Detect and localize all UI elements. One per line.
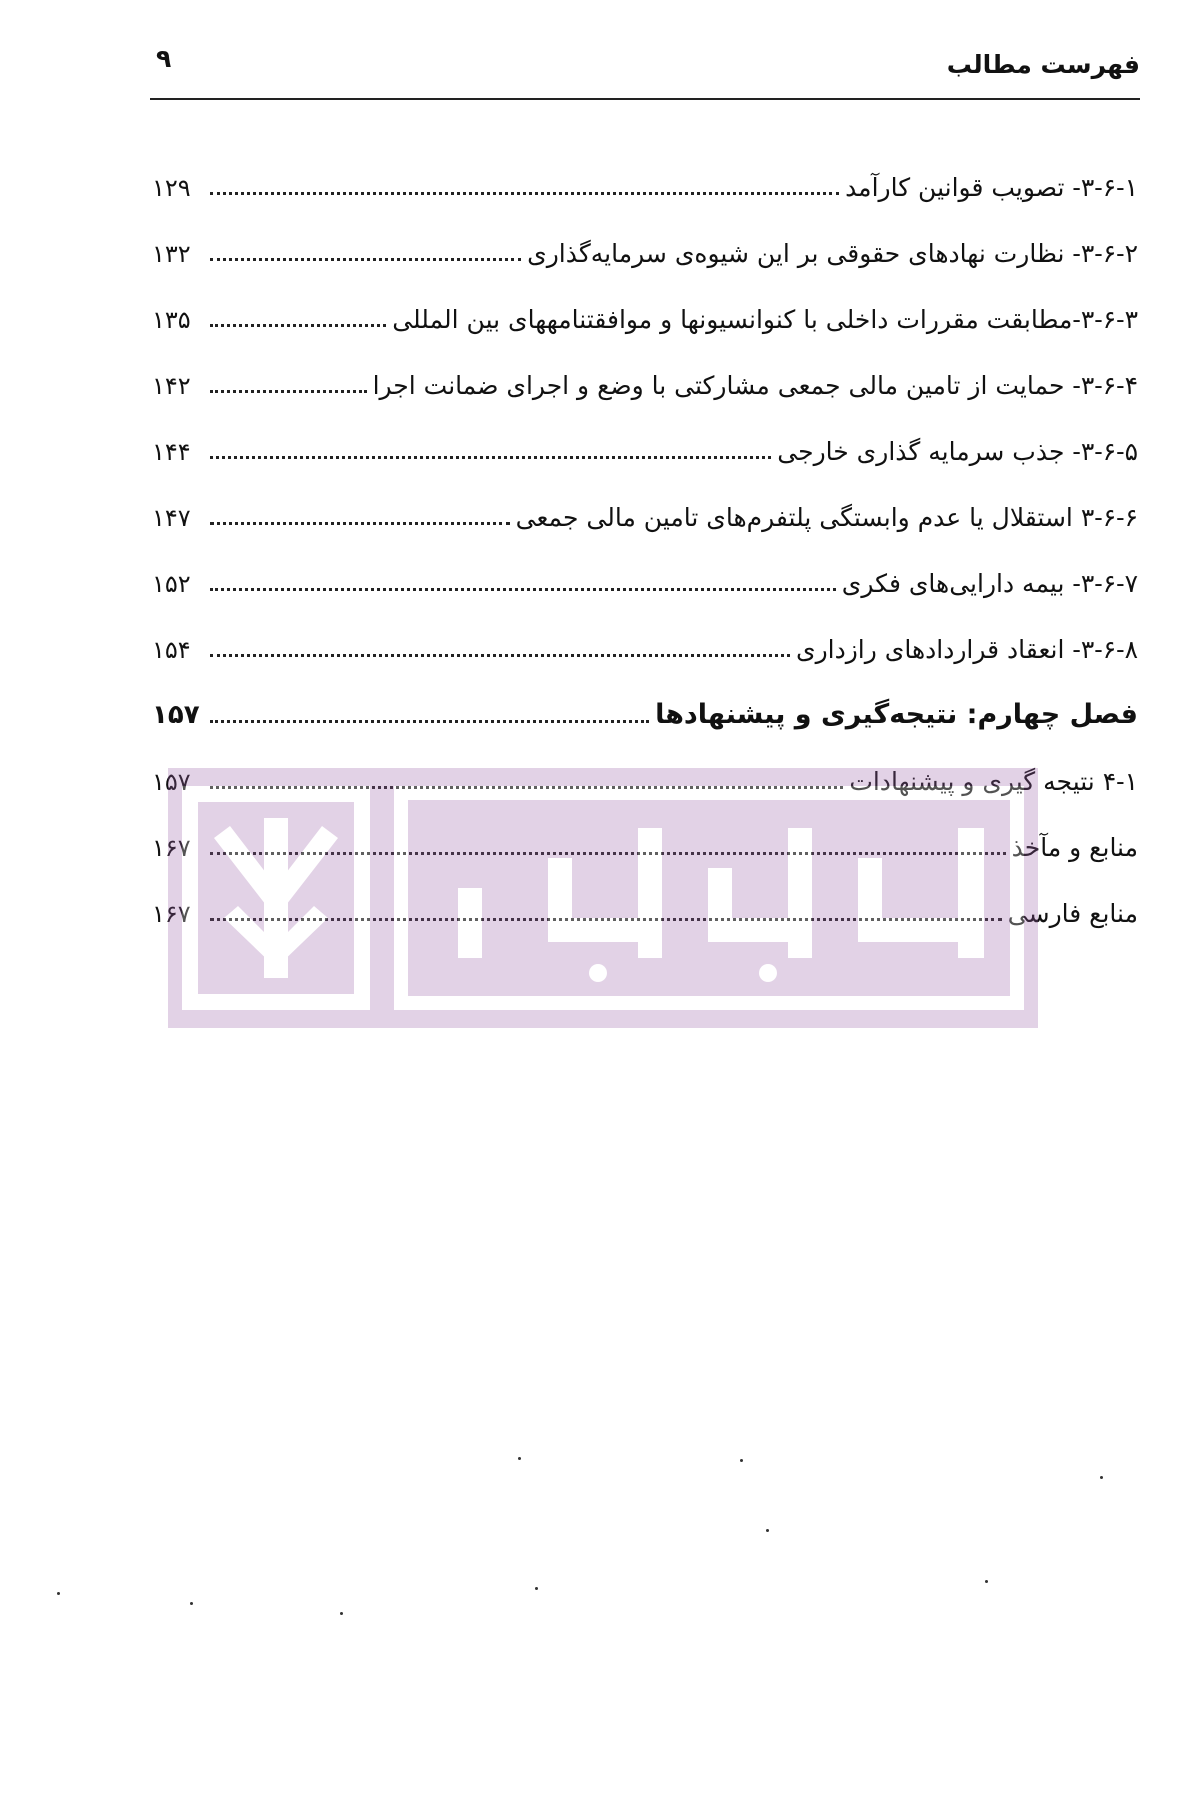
toc-row	[152, 804, 1138, 870]
dot-leader	[210, 852, 1006, 855]
dot-leader	[210, 720, 649, 723]
toc-row	[152, 144, 1138, 210]
toc-entry-title: ۳-۶-۲- نظارت نهادهای حقوقی بر این شیوه‌ی سرمایه‌گذاری	[527, 239, 1138, 268]
page-header	[150, 40, 1140, 100]
dot-leader	[210, 456, 771, 459]
toc-entry-page: ۱۵۷	[152, 768, 191, 796]
page-title: فهرست مطالب	[946, 50, 1140, 79]
toc-entry-title: ۴-۱ نتیجه گیری و پیشنهادات	[849, 767, 1138, 796]
dot-leader	[210, 786, 843, 789]
toc-entry-title: ۳-۶-۴- حمایت از تامین مالی جمعی مشارکتی با وضع و اجرای ضمانت اجرا	[372, 371, 1138, 400]
scan-speck	[190, 1602, 193, 1605]
toc-row	[152, 474, 1138, 540]
toc-entry-page: ۱۲۹	[152, 174, 191, 202]
scan-speck	[57, 1592, 60, 1595]
toc-entry-title: ۳-۶-۶ استقلال یا عدم وابستگی پلتفرم‌های تامین مالی جمعی	[515, 503, 1138, 532]
toc-row	[152, 870, 1138, 936]
toc-entry-title: منابع و مآخذ	[1011, 833, 1138, 862]
toc-entry-page: ۱۴۷	[152, 504, 191, 532]
toc-entry-title: ۳-۶-۱- تصویب قوانین کارآمد	[845, 173, 1138, 202]
toc-entry-page: ۱۵۲	[152, 570, 191, 598]
toc-entry-title: ۳-۶-۸- انعقاد قراردادهای رازداری	[796, 635, 1138, 664]
toc-entry-page: ۱۳۲	[152, 240, 191, 268]
dot-leader	[210, 522, 510, 525]
toc-entry-page: ۱۶۷	[152, 900, 191, 928]
toc-row	[152, 606, 1138, 672]
scan-speck	[1100, 1476, 1103, 1479]
scan-speck	[740, 1459, 743, 1462]
dot-leader	[210, 918, 1002, 921]
scan-speck	[535, 1587, 538, 1590]
dot-leader	[210, 654, 790, 657]
scan-speck	[985, 1580, 988, 1583]
scan-speck	[518, 1457, 521, 1460]
toc-entry-title: ۳-۶-۳-مطابقت مقررات داخلی با کنوانسیونها و موافقتنامههای بین المللی	[392, 305, 1138, 334]
toc-entry-title: ۳-۶-۷- بیمه دارایی‌های فکری	[841, 569, 1138, 598]
dot-leader	[210, 390, 367, 393]
toc-row	[152, 342, 1138, 408]
toc-row	[152, 408, 1138, 474]
dot-leader	[210, 258, 521, 261]
table-of-contents	[152, 144, 1138, 936]
dot-leader	[210, 192, 839, 195]
toc-row	[152, 738, 1138, 804]
dot-leader	[210, 324, 386, 327]
page-number: ۹	[156, 44, 172, 73]
toc-entry-page: ۱۴۴	[152, 438, 191, 466]
toc-entry-page: ۱۵۴	[152, 636, 191, 664]
scan-speck	[340, 1612, 343, 1615]
toc-row	[152, 540, 1138, 606]
toc-row	[152, 276, 1138, 342]
toc-entry-page: ۱۴۲	[152, 372, 191, 400]
toc-entry-title: فصل چهارم: نتیجه‌گیری و پیشنهادها	[655, 699, 1138, 730]
toc-entry-title: منابع فارسی	[1007, 899, 1138, 928]
scan-speck	[766, 1529, 769, 1532]
dot-leader	[210, 588, 836, 591]
toc-entry-page: ۱۵۷	[152, 700, 200, 730]
toc-chapter-row	[152, 672, 1138, 738]
toc-entry-page: ۱۳۵	[152, 306, 191, 334]
toc-row	[152, 210, 1138, 276]
toc-entry-title: ۳-۶-۵- جذب سرمایه گذاری خارجی	[777, 437, 1138, 466]
toc-entry-page: ۱۶۷	[152, 834, 191, 862]
